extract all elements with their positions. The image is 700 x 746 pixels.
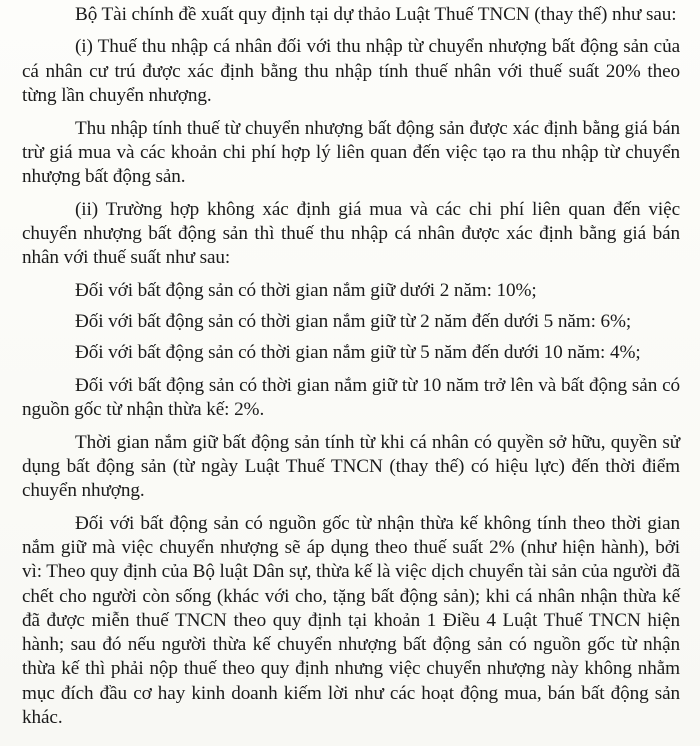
paragraph-rate-2-to-5-years: Đối với bất động sản có thời gian nắm giữ từ 2 năm đến dưới 5 năm: 6%; [75, 311, 632, 333]
paragraph-inheritance: Đối với bất động sản có nguồn gốc từ nhận thừa kế không tính theo thời gian nắm giữ mà việc chuyển nhượng sẽ áp dụng theo thuế suất 2% (như hiện hành), bởi vì: Theo quy định của Bộ luật Dân sự, thừa kế là việc dịch chuyển tài sản của người đã chết cho người còn sống (khác với cho, tặng bất động sản); khi cá nhân nhận thừa kế đã được miễn thuế TNCN theo quy định tại khoản 1 Điều 4 Luật Thuế TNCN hiện hành; sau đó nếu người thừa kế chuyển nhượng bất động sản có nguồn gốc từ nhận thừa kế thì phải nộp thuế theo quy định nhưng việc chuyển nhượng này không nhằm mục đích đầu cơ hay kinh doanh kiếm lời như các hoạt động mua, bán bất động sản khác. [22, 512, 680, 729]
paragraph-holding-period: Thời gian nắm giữ bất động sản tính từ khi cá nhân có quyền sở hữu, quyền sử dụng bất động sản (từ ngày Luật Thuế TNCN (thay thế) có hiệu lực) đến thời điểm chuyển nhượng. [22, 431, 680, 502]
paragraph-intro: Bộ Tài chính đề xuất quy định tại dự thảo Luật Thuế TNCN (thay thế) như sau: [75, 4, 677, 25]
paragraph-clause-ii: (ii) Trường hợp không xác định giá mua và các chi phí liên quan đến việc chuyển nhượng bất động sản thì thuế thu nhập cá nhân được xác định bằng giá bán nhân với thuế suất như sau: [22, 198, 680, 269]
paragraph-rate-over-10-years: Đối với bất động sản có thời gian nắm giữ từ 10 năm trở lên và bất động sản có nguồn gốc từ nhận thừa kế: 2%. [22, 374, 680, 421]
paragraph-clause-i: (i) Thuế thu nhập cá nhân đối với thu nhập từ chuyển nhượng bất động sản của cá nhân cư trú được xác định bằng thu nhập tính thuế nhân với thuế suất 20% theo từng lần chuyển nhượng. [22, 36, 680, 107]
paragraph-taxable-income: Thu nhập tính thuế từ chuyển nhượng bất động sản được xác định bằng giá bán trừ giá mua và các khoản chi phí hợp lý liên quan đến việc tạo ra thu nhập từ chuyển nhượng bất động sản. [22, 117, 680, 188]
paragraph-rate-under-2-years: Đối với bất động sản có thời gian nắm giữ dưới 2 năm: 10%; [75, 279, 537, 301]
paragraph-rate-5-to-10-years: Đối với bất động sản có thời gian nắm giữ từ 5 năm đến dưới 10 năm: 4%; [75, 342, 641, 364]
document-body [22, 3, 680, 739]
